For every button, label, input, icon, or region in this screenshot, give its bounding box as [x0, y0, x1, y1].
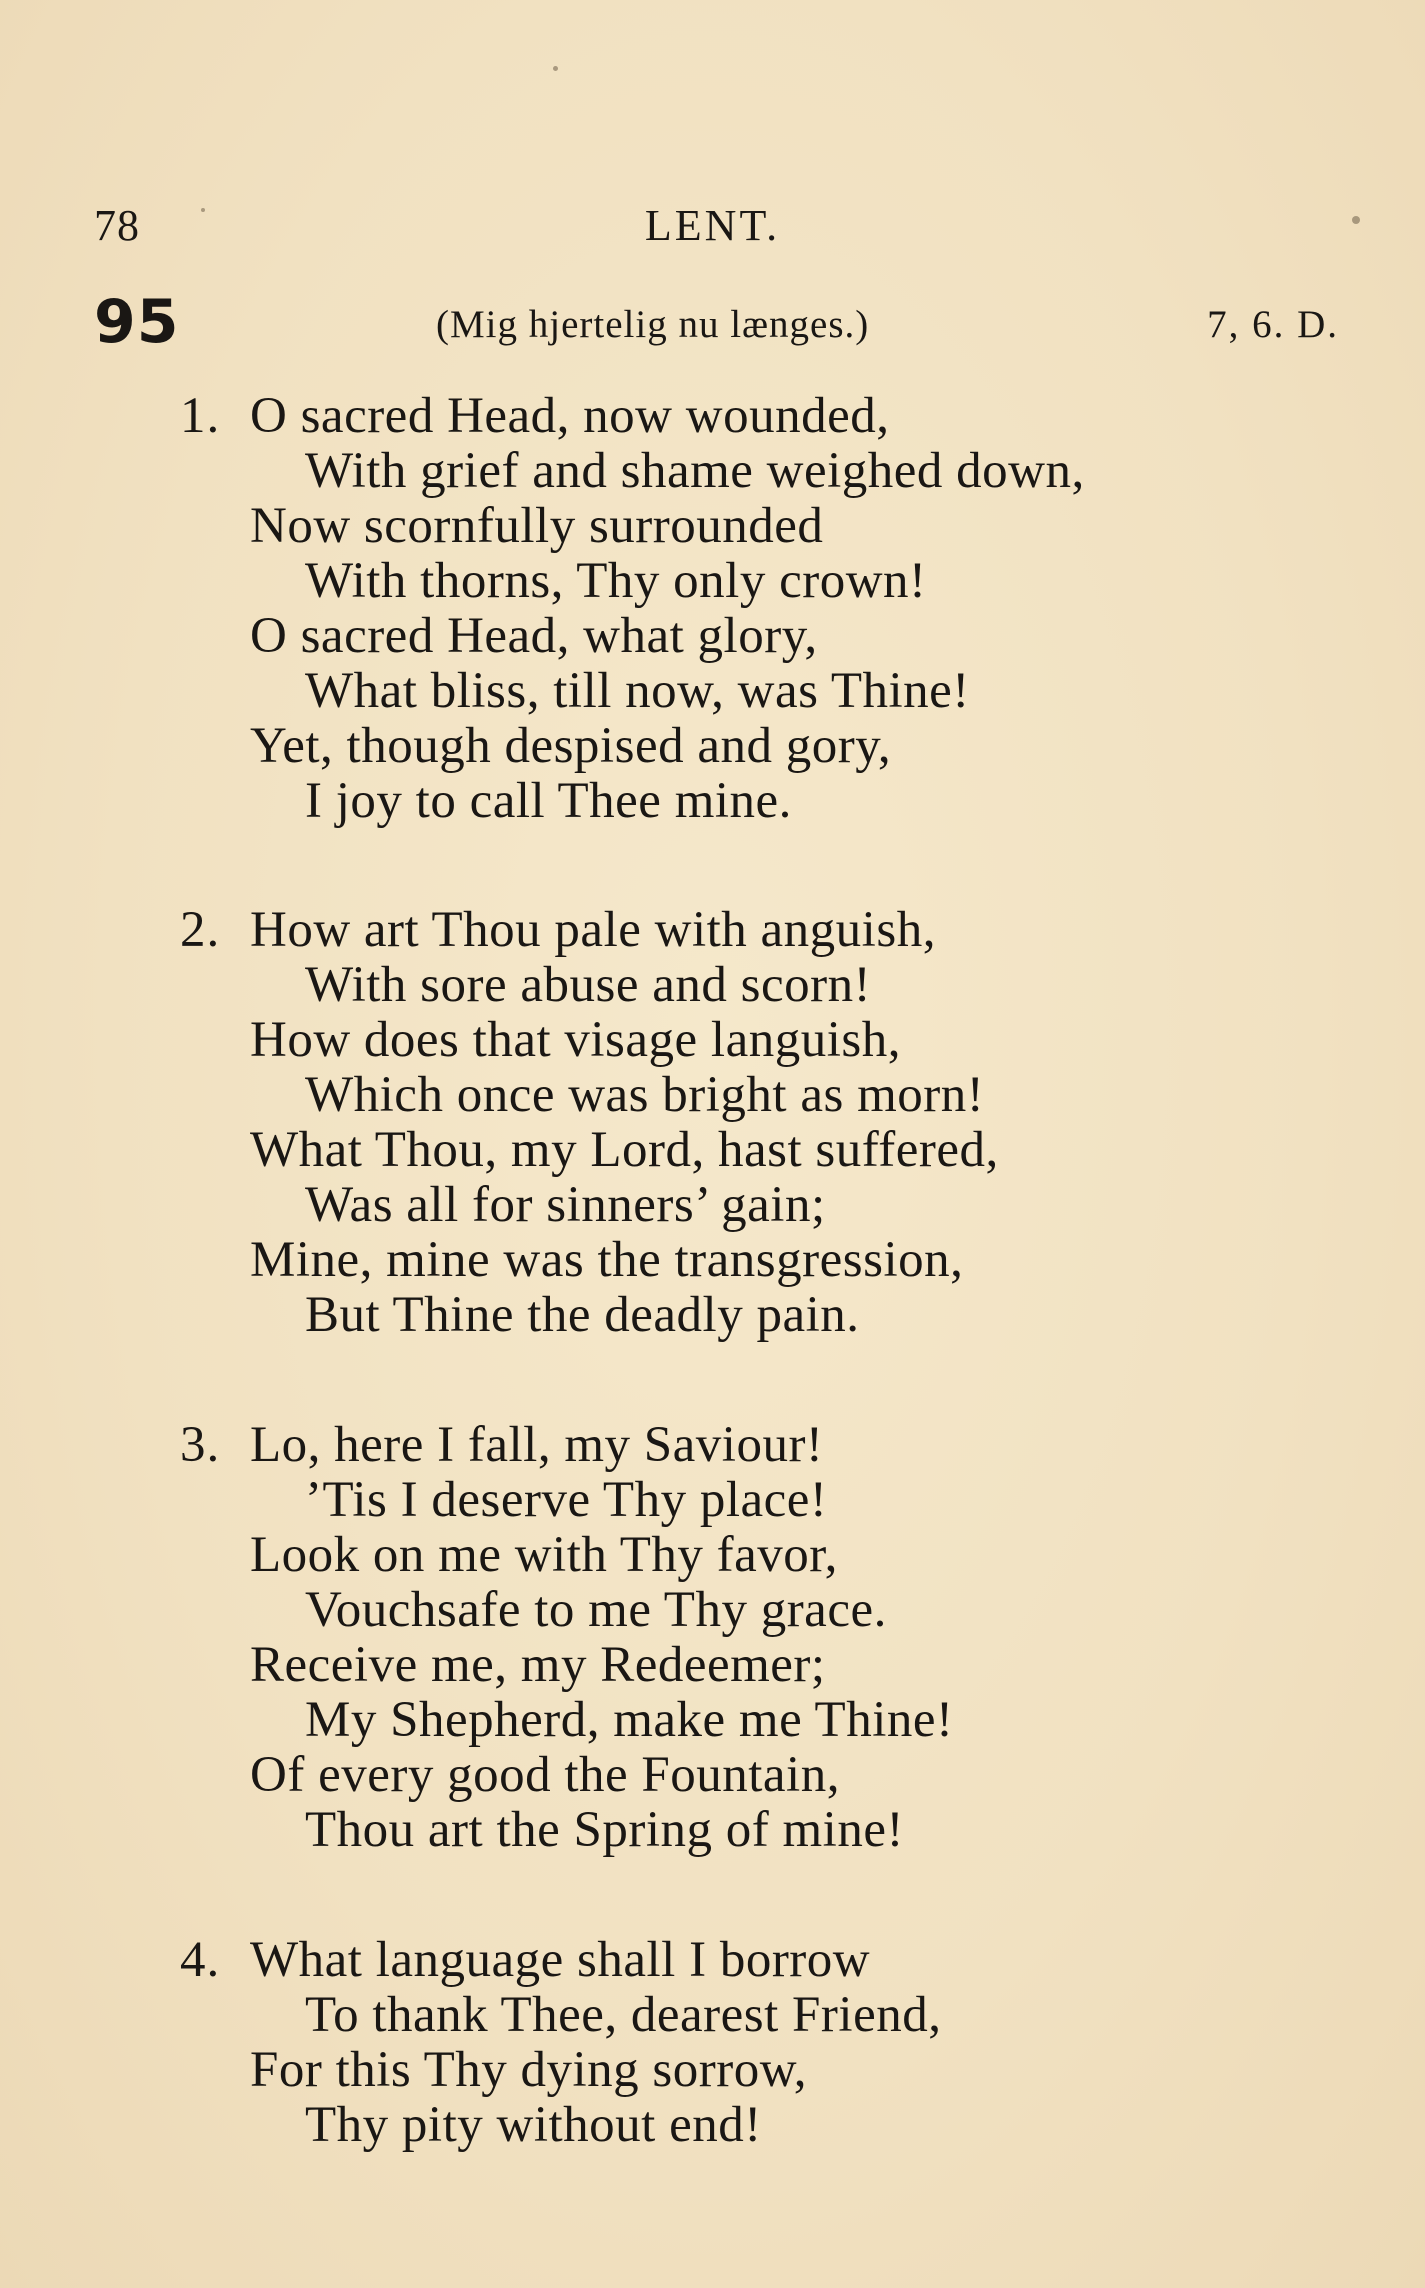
verse-line: Now scornfully surrounded [250, 498, 824, 554]
verse-line: To thank Thee, dearest Friend, [305, 1987, 942, 2043]
verse-line: I joy to call Thee mine. [305, 773, 792, 829]
verse-line: Thy pity without end! [305, 2097, 762, 2153]
verse-line: But Thine the deadly pain. [305, 1287, 860, 1343]
verse-line: O sacred Head, what glory, [250, 608, 818, 664]
verse-line: O sacred Head, now wounded, [250, 388, 890, 444]
verse-line: Receive me, my Redeemer; [250, 1637, 826, 1693]
verse-line: ’Tis I deserve Thy place! [305, 1472, 828, 1528]
section-title: LENT. [644, 201, 781, 250]
stanza-number: 4. [180, 1932, 221, 1988]
verse-line: Lo, here I fall, my Saviour! [250, 1417, 824, 1473]
verse-line: With thorns, Thy only crown! [305, 553, 927, 609]
verse-line: My Shepherd, make me Thine! [305, 1692, 954, 1748]
verse-line: What Thou, my Lord, hast suffered, [250, 1122, 999, 1178]
hymn-number: 95 [94, 287, 180, 357]
verse-line: For this Thy dying sorrow, [250, 2042, 808, 2098]
verse-line: Look on me with Thy favor, [250, 1527, 838, 1583]
page-number: 78 [94, 201, 140, 250]
verse-line: What bliss, till now, was Thine! [305, 663, 970, 719]
verse-line: How art Thou pale with anguish, [250, 902, 936, 958]
verse-line: Yet, though despised and gory, [250, 718, 892, 774]
tune-name: (Mig hjertelig nu længes.) [436, 303, 870, 346]
verse-line: With sore abuse and scorn! [305, 957, 872, 1013]
verse-line: Thou art the Spring of mine! [305, 1802, 904, 1858]
stanza-number: 2. [180, 902, 221, 958]
verse-line: Vouchsafe to me Thy grace. [305, 1582, 887, 1638]
stanza-number: 3. [180, 1417, 221, 1473]
verse-line: Of every good the Fountain, [250, 1747, 840, 1803]
verse-line: Was all for sinners’ gain; [305, 1177, 826, 1233]
stanza-number: 1. [180, 388, 221, 444]
verse-line: What language shall I borrow [250, 1932, 871, 1988]
verse-line: With grief and shame weighed down, [305, 443, 1085, 499]
verse-line: How does that visage languish, [250, 1012, 901, 1068]
page-speck [553, 66, 558, 71]
verse-line: Which once was bright as morn! [305, 1067, 985, 1123]
verse-line: Mine, mine was the transgression, [250, 1232, 964, 1288]
hymn-meter: 7, 6. D. [1207, 303, 1339, 346]
